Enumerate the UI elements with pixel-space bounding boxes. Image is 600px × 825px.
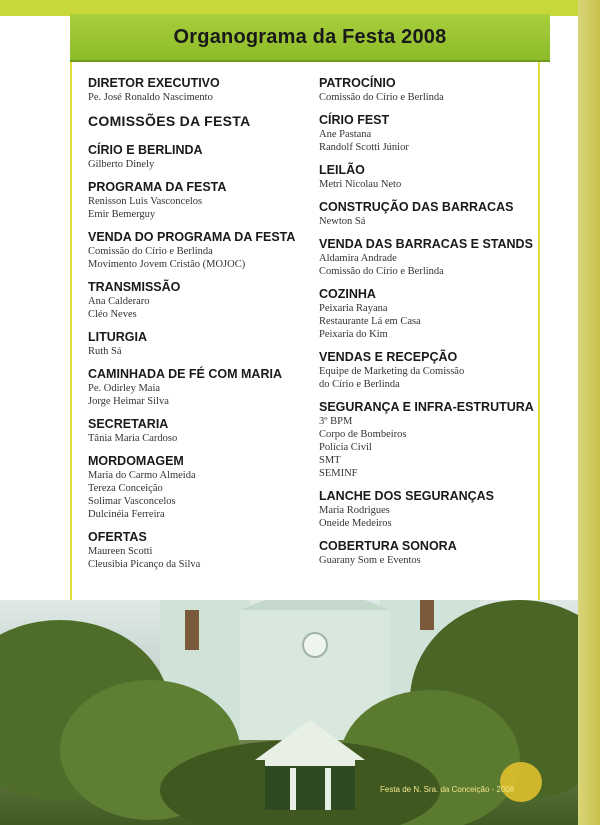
committee-section: [319, 76, 534, 104]
right-column: [319, 76, 534, 576]
committee-section: [88, 454, 308, 521]
committee-member: Tânia Maria Cardoso: [88, 433, 178, 444]
committee-section: [88, 280, 308, 321]
committee-heading: TRANSMISSÃO: [88, 280, 181, 294]
committee-member: Peixaria Rayana: [319, 303, 388, 314]
committee-section: [319, 237, 534, 278]
committee-member: Tereza Conceição: [88, 483, 163, 494]
committee-member: Restaurante Lá em Casa: [319, 316, 421, 327]
committee-section: [319, 539, 534, 567]
committee-member: Dulcinéia Ferreira: [88, 509, 165, 520]
committee-member: Polícia Civil: [319, 442, 372, 453]
committee-member: Guarany Som e Eventos: [319, 555, 421, 566]
committee-heading: CAMINHADA DE FÉ COM MARIA: [88, 367, 282, 381]
committee-heading: SEGURANÇA E INFRA-ESTRUTURA: [319, 400, 534, 414]
committee-member: Comissão do Círio e Berlinda: [319, 266, 444, 277]
committee-section: [319, 400, 534, 480]
committee-section: [319, 200, 534, 228]
committee-heading: COBERTURA SONORA: [319, 539, 457, 553]
committee-heading: CÍRIO E BERLINDA: [88, 143, 203, 157]
committee-member: Ruth Sá: [88, 346, 122, 357]
page-title: Organograma da Festa 2008: [173, 25, 447, 48]
committee-section: [88, 143, 308, 171]
committee-member: Pe. Odirley Maia: [88, 383, 161, 394]
festival-logo: [500, 762, 542, 802]
committee-heading: SECRETARIA: [88, 417, 169, 431]
committee-member: Solimar Vasconcelos: [88, 496, 176, 507]
committee-section: [319, 113, 534, 154]
committee-member: Maria Rodrigues: [319, 505, 390, 516]
committee-heading: OFERTAS: [88, 530, 147, 544]
committee-section: [88, 367, 308, 408]
committee-heading: LITURGIA: [88, 330, 148, 344]
committee-member: Renisson Luis Vasconcelos: [88, 196, 203, 207]
page-edge: [578, 0, 600, 825]
committee-member: Ane Pastana: [319, 129, 372, 140]
committee-member: Emir Bemerguy: [88, 209, 156, 220]
photo-caption: Festa de N. Sra. da Conceição - 2008: [380, 785, 515, 794]
committee-member: 3º BPM: [319, 416, 353, 427]
title-bar: [70, 14, 550, 62]
committee-member: Corpo de Bombeiros: [319, 429, 407, 440]
committee-member: Peixaria do Kim: [319, 329, 388, 340]
committee-member: SMT: [319, 455, 341, 466]
committee-section: [88, 530, 308, 571]
committee-section: [319, 163, 534, 191]
committee-member: Aldamira Andrade: [319, 253, 397, 264]
committee-member: Movimento Jovem Cristão (MOJOC): [88, 259, 246, 270]
committee-section: [88, 76, 308, 104]
committee-member: Comissão do Círio e Berlinda: [319, 92, 444, 103]
committee-member: Jorge Heimar Silva: [88, 396, 169, 407]
committee-section: [319, 287, 534, 341]
committee-member: Pe. José Ronaldo Nascimento: [88, 92, 213, 103]
committee-heading: PATROCÍNIO: [319, 76, 396, 90]
committee-member: Maria do Carmo Almeida: [88, 470, 196, 481]
committee-heading: VENDA DO PROGRAMA DA FESTA: [88, 230, 296, 244]
committee-heading: LEILÃO: [319, 163, 365, 177]
committee-section: [88, 230, 308, 271]
committee-heading: LANCHE DOS SEGURANÇAS: [319, 489, 495, 503]
committee-heading: CONSTRUÇÃO DAS BARRACAS: [319, 200, 514, 214]
committee-member: Comissão do Círio e Berlinda: [88, 246, 213, 257]
committee-heading: VENDA DAS BARRACAS E STANDS: [319, 237, 533, 251]
committee-section: [88, 180, 308, 221]
committee-heading: COZINHA: [319, 287, 376, 301]
committee-member: Maureen Scotti: [88, 546, 153, 557]
committee-member: Metri Nicolau Neto: [319, 179, 402, 190]
committee-section: [88, 330, 308, 358]
committee-heading: MORDOMAGEM: [88, 454, 184, 468]
committee-section: [319, 489, 534, 530]
committee-member: SEMINF: [319, 468, 358, 479]
left-column: [88, 76, 308, 580]
committee-member: Ana Calderaro: [88, 296, 150, 307]
committee-section: [88, 417, 308, 445]
committee-member: Cléo Neves: [88, 309, 137, 320]
committee-heading: DIRETOR EXECUTIVO: [88, 76, 220, 90]
committee-section: [319, 350, 534, 391]
committee-member: do Círio e Berlinda: [319, 379, 400, 390]
committee-member: Equipe de Marketing da Comissão: [319, 366, 465, 377]
committee-heading: CÍRIO FEST: [319, 113, 390, 127]
section-main-heading: COMISSÕES DA FESTA: [88, 113, 251, 129]
committee-member: Oneide Medeiros: [319, 518, 392, 529]
committee-member: Randolf Scotti Júnior: [319, 142, 409, 153]
committee-heading: VENDAS E RECEPÇÃO: [319, 350, 458, 364]
committee-member: Newton Sá: [319, 216, 366, 227]
committee-member: Gilberto Dinely: [88, 159, 155, 170]
committee-member: Cleusibia Picanço da Silva: [88, 559, 201, 570]
committee-heading: PROGRAMA DA FESTA: [88, 180, 227, 194]
